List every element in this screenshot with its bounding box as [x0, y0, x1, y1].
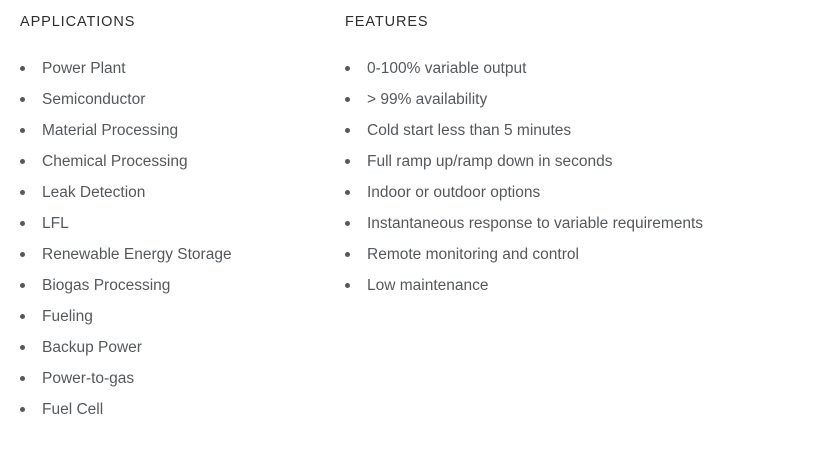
list-item — [20, 270, 345, 301]
list-item-label: Leak Detection — [42, 184, 146, 202]
bullet-dot-icon — [20, 314, 25, 319]
list-item-label: Chemical Processing — [42, 153, 188, 171]
list-item-label: Remote monitoring and control — [367, 246, 579, 264]
two-column-layout — [0, 14, 826, 425]
bullet-dot-icon — [20, 345, 25, 350]
list-item-label: Power-to-gas — [42, 370, 135, 388]
bullet-dot-icon — [345, 190, 350, 195]
list-item — [20, 239, 345, 270]
list-item-label: Material Processing — [42, 122, 179, 140]
list-item-label: Semiconductor — [42, 91, 146, 109]
applications-list — [20, 53, 345, 425]
list-item — [345, 115, 572, 146]
bullet-dot-icon — [345, 66, 350, 71]
applications-heading: APPLICATIONS — [20, 14, 136, 30]
list-item-label: 0-100% variable output — [367, 60, 527, 78]
list-item-label: Full ramp up/ramp down in seconds — [367, 153, 613, 171]
list-item-label: > 99% availability — [367, 91, 488, 109]
list-item-label: Low maintenance — [367, 277, 489, 295]
list-item-label: Indoor or outdoor options — [367, 184, 541, 202]
applications-column — [0, 14, 345, 425]
list-item-label: LFL — [42, 215, 69, 233]
list-item — [20, 177, 345, 208]
list-item — [20, 363, 345, 394]
bullet-dot-icon — [20, 407, 25, 412]
list-item — [20, 84, 345, 115]
list-item — [345, 84, 488, 115]
bullet-dot-icon — [345, 252, 350, 257]
bullet-dot-icon — [20, 283, 25, 288]
list-item — [20, 301, 345, 332]
bullet-dot-icon — [20, 159, 25, 164]
list-item — [20, 146, 345, 177]
bullet-dot-icon — [345, 221, 350, 226]
bullet-dot-icon — [20, 376, 25, 381]
bullet-dot-icon — [345, 283, 350, 288]
list-item-label: Instantaneous response to variable requirements — [367, 215, 704, 233]
list-item-label: Backup Power — [42, 339, 142, 357]
list-item — [345, 53, 527, 84]
list-item — [20, 53, 345, 84]
list-item — [20, 115, 345, 146]
list-item — [345, 270, 489, 301]
list-item-label: Cold start less than 5 minutes — [367, 122, 572, 140]
list-item — [20, 332, 345, 363]
list-item — [345, 146, 613, 177]
bullet-dot-icon — [20, 66, 25, 71]
bullet-dot-icon — [345, 159, 350, 164]
bullet-dot-icon — [20, 221, 25, 226]
list-item — [345, 177, 541, 208]
list-item — [20, 394, 345, 425]
bullet-dot-icon — [345, 97, 350, 102]
features-list — [345, 53, 704, 301]
features-heading: FEATURES — [345, 14, 429, 30]
bullet-dot-icon — [20, 128, 25, 133]
list-item-label: Biogas Processing — [42, 277, 171, 295]
list-item-label: Renewable Energy Storage — [42, 246, 232, 264]
bullet-dot-icon — [20, 252, 25, 257]
bullet-dot-icon — [20, 190, 25, 195]
bullet-dot-icon — [20, 97, 25, 102]
list-item — [345, 239, 579, 270]
list-item-label: Fueling — [42, 308, 93, 326]
bullet-dot-icon — [345, 128, 350, 133]
list-item — [20, 208, 345, 239]
list-item-label: Fuel Cell — [42, 401, 104, 419]
list-item-label: Power Plant — [42, 60, 126, 78]
list-item — [345, 208, 704, 239]
